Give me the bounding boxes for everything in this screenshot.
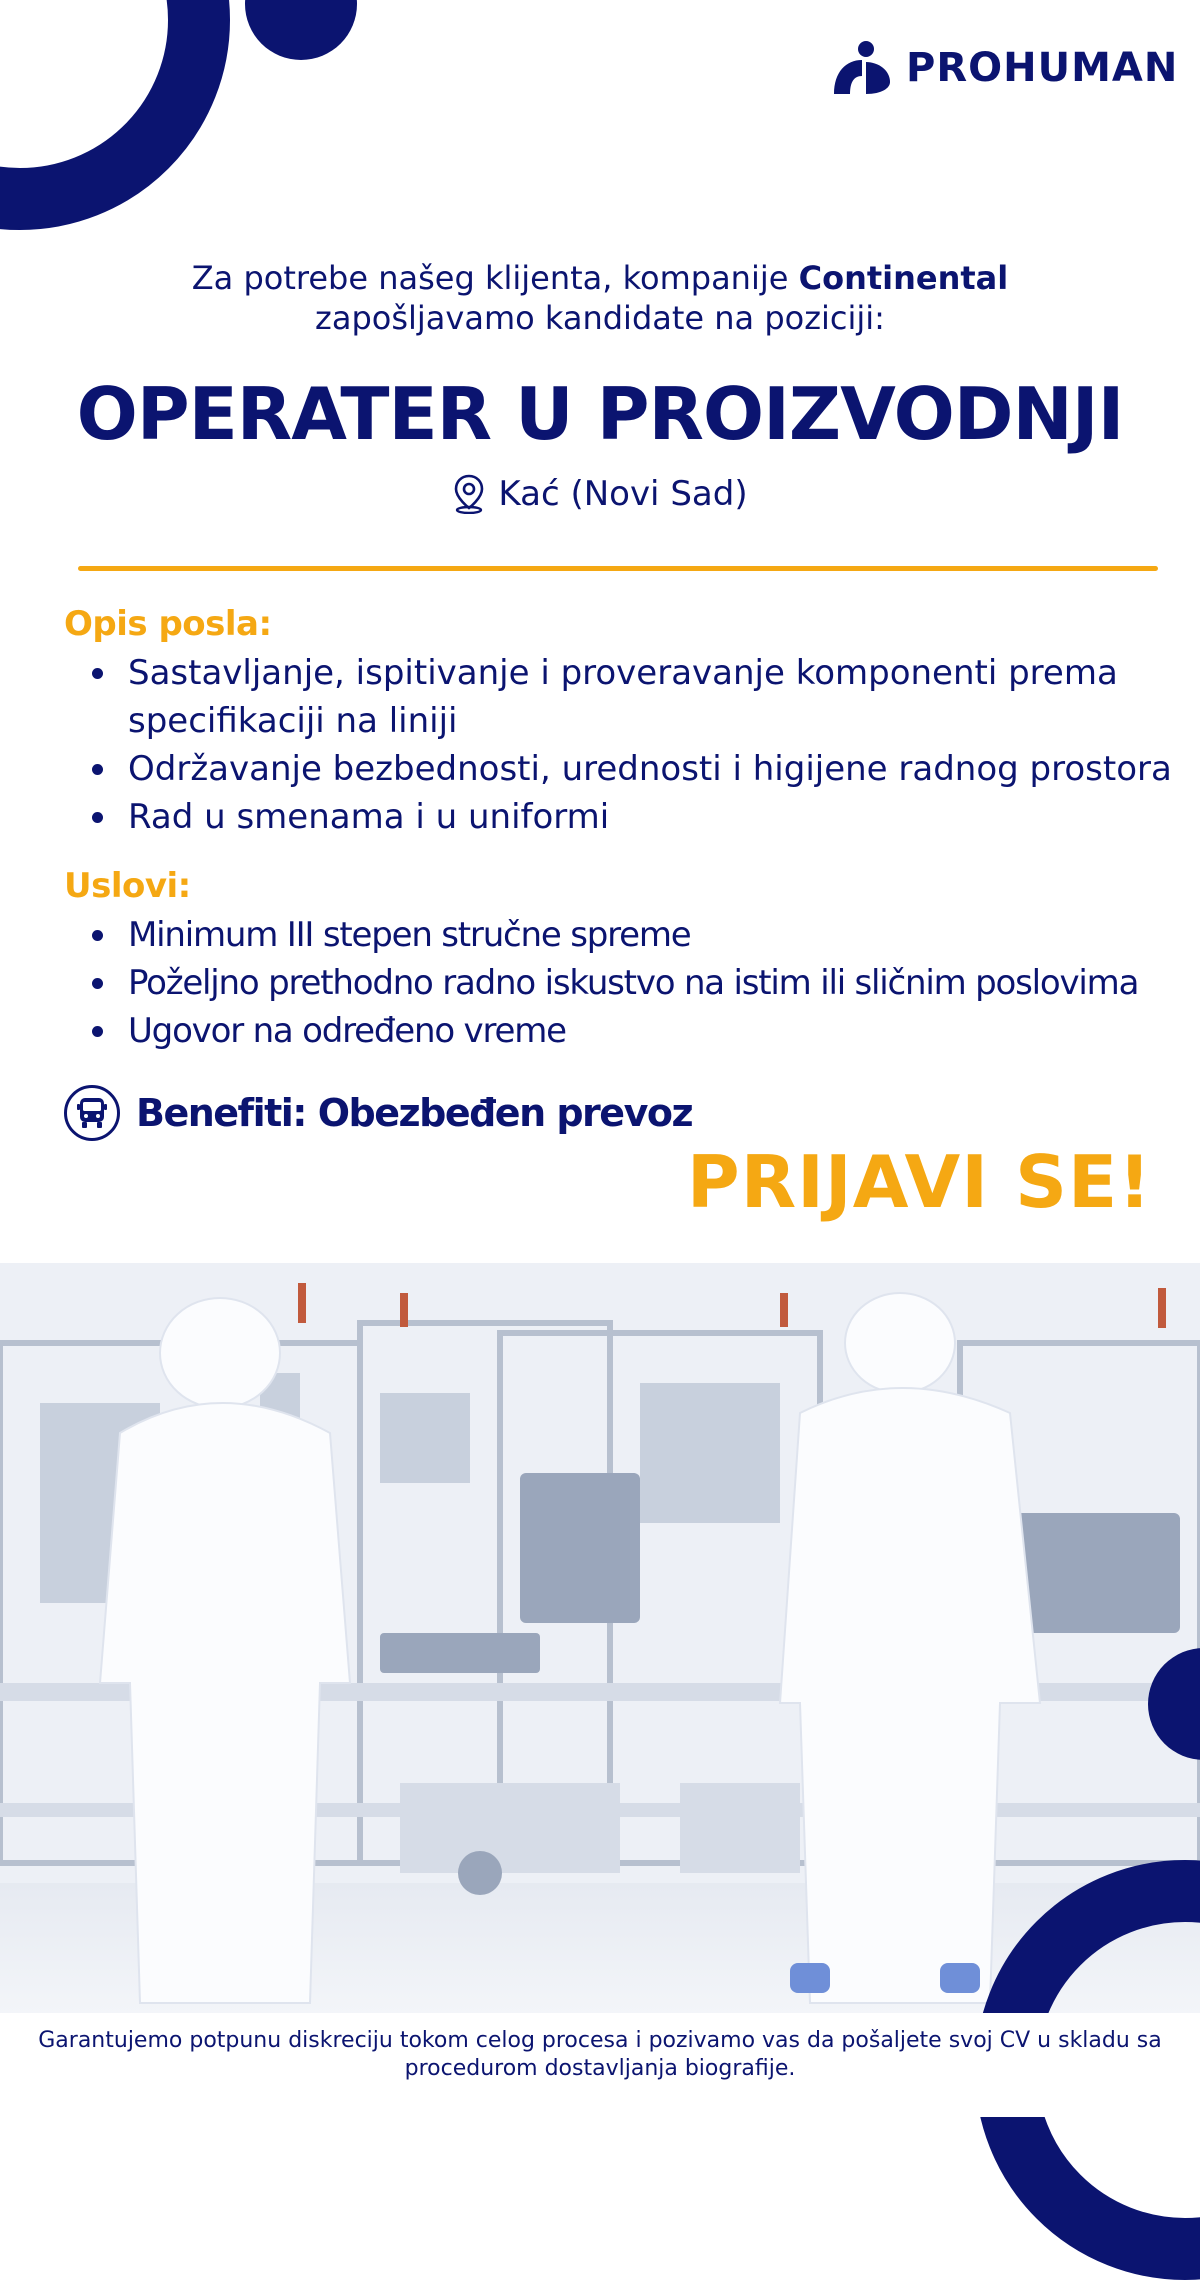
intro-text: [0, 258, 1200, 338]
decorative-arc-top-left: [0, 0, 230, 230]
bus-icon: [64, 1085, 120, 1141]
intro-line2: zapošljavamo kandidate na poziciji:: [315, 299, 885, 337]
apply-cta[interactable]: PRIJAVI SE!: [686, 1140, 1152, 1224]
intro-line1: Za potrebe našeg klijenta, kompanije: [191, 259, 799, 297]
divider: [78, 566, 1158, 571]
list-item: Ugovor na određeno vreme: [92, 1007, 1138, 1055]
requirements-list: [92, 911, 1138, 1055]
brand-name: PROHUMAN: [906, 45, 1179, 91]
list-item: Održavanje bezbednosti, urednosti i higijene radnog prostora: [92, 745, 1200, 793]
benefits-text: Benefiti: Obezbeđen prevoz: [136, 1091, 693, 1135]
benefits: [64, 1085, 692, 1141]
list-item: Rad u smenama i u uniformi: [92, 793, 1200, 841]
list-item: Minimum III stepen stručne spreme: [92, 911, 1138, 959]
company-name: Continental: [798, 259, 1009, 297]
list-item: Poželjno prethodno radno iskustvo na istim ili sličnim poslovima: [92, 959, 1138, 1007]
footer-text: Garantujemo potpunu diskreciju tokom celog procesa i pozivamo vas da pošaljete svoj CV u skladu sa procedurom dostavljanja biografije.: [38, 2028, 1162, 2081]
position-title: OPERATER U PROIZVODNJI: [76, 372, 1124, 456]
job-description-list: [92, 649, 1200, 841]
location: [0, 474, 1200, 514]
job-description-heading: Opis posla:: [64, 604, 272, 644]
list-item: Sastavljanje, ispitivanje i proveravanje komponenti prema specifikaciji na liniji: [92, 649, 1200, 745]
requirements-heading: Uslovi:: [64, 866, 191, 906]
prohuman-logo-icon: [832, 40, 896, 96]
location-text: Kać (Novi Sad): [498, 474, 748, 514]
factory-photo: [0, 1263, 1200, 2013]
decorative-circle-top: [245, 0, 357, 60]
prohuman-logo: [832, 40, 1178, 96]
map-pin-icon: [452, 474, 486, 514]
